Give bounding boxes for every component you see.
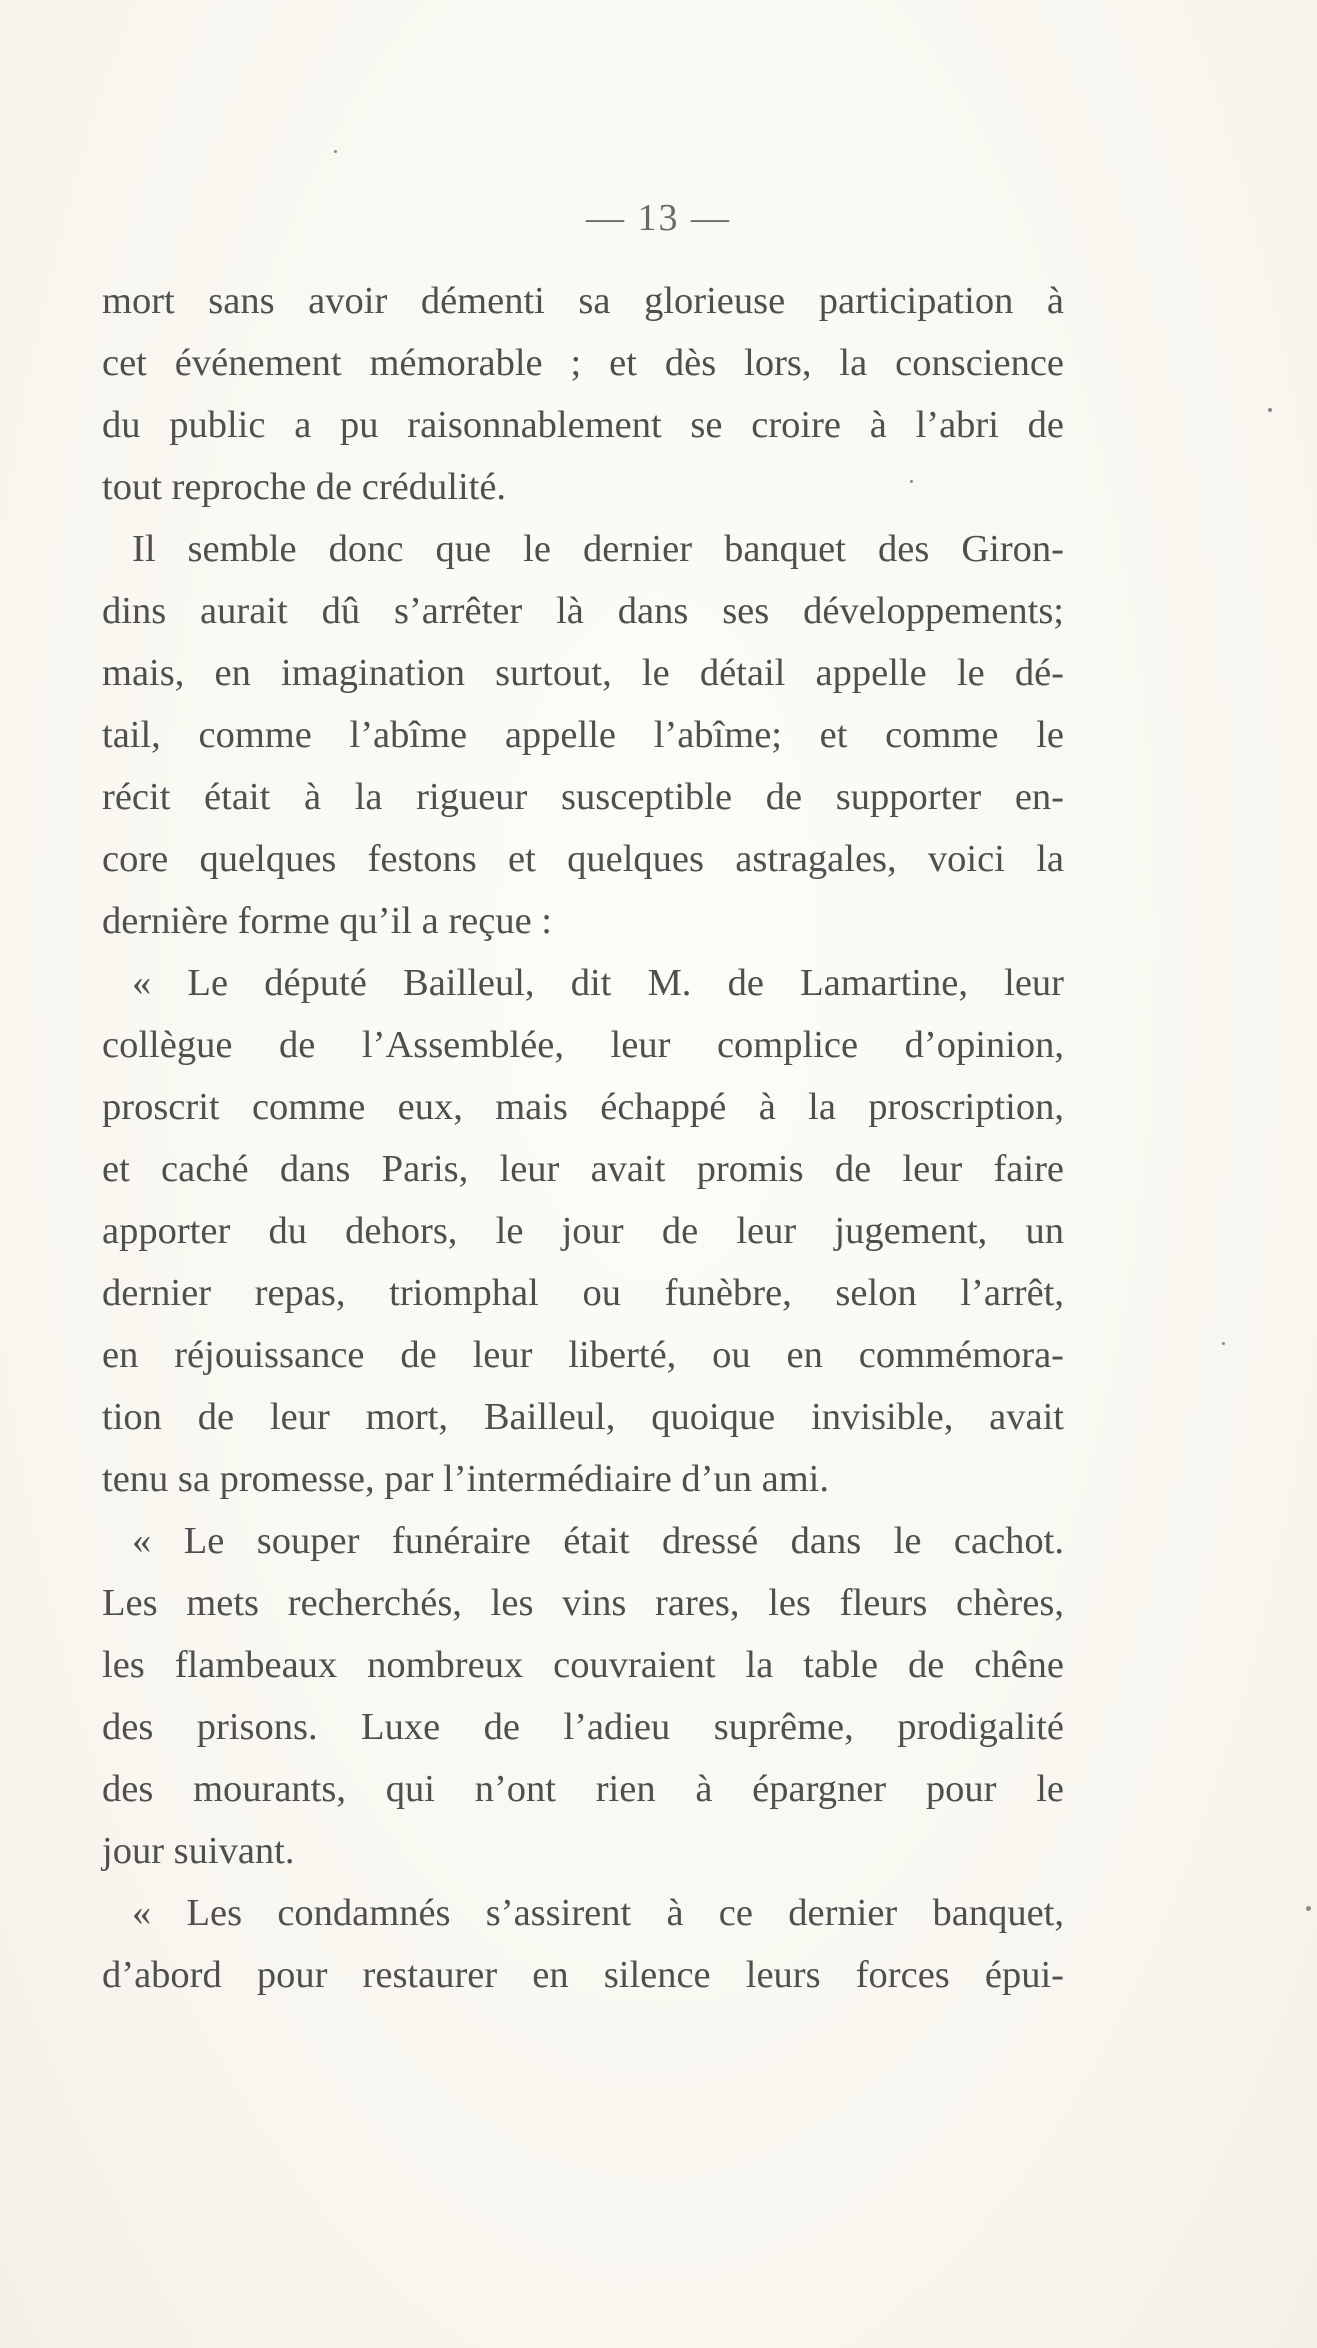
text-line: core quelques festons et quelques astragales, voici la (102, 838, 1064, 880)
text-line: d’abord pour restaurer en silence leurs forces épui- (102, 1954, 1064, 1996)
paper-speck (334, 150, 337, 153)
text-line: jour suivant. (102, 1830, 295, 1872)
body-text (102, 270, 1064, 2006)
text-line: du public a pu raisonnablement se croire à l’abri de (102, 404, 1064, 446)
text-line: « Les condamnés s’assirent à ce dernier banquet, (132, 1892, 1064, 1934)
text-line: tout reproche de crédulité. (102, 466, 507, 508)
paper-speck (910, 480, 913, 483)
text-line: tail, comme l’abîme appelle l’abîme; et comme le (102, 714, 1064, 756)
text-line: dernière forme qu’il a reçue : (102, 900, 552, 942)
paper-speck (1268, 408, 1272, 412)
page-number: — 13 — (586, 197, 731, 239)
paper-speck (1306, 1906, 1311, 1911)
text-line: « Le député Bailleul, dit M. de Lamartine, leur (132, 962, 1064, 1004)
text-line: dernier repas, triomphal ou funèbre, selon l’arrêt, (102, 1272, 1064, 1314)
text-line: les flambeaux nombreux couvraient la table de chêne (102, 1644, 1064, 1686)
text-line: mort sans avoir démenti sa glorieuse participation à (102, 280, 1064, 322)
text-line: proscrit comme eux, mais échappé à la proscription, (102, 1086, 1064, 1128)
text-line: en réjouissance de leur liberté, ou en commémora- (102, 1334, 1064, 1376)
text-line: des prisons. Luxe de l’adieu suprême, prodigalité (102, 1706, 1064, 1748)
text-line: apporter du dehors, le jour de leur jugement, un (102, 1210, 1064, 1252)
text-line: tenu sa promesse, par l’intermédiaire d’un ami. (102, 1458, 829, 1500)
text-line: cet événement mémorable ; et dès lors, la conscience (102, 342, 1064, 384)
text-line: « Le souper funéraire était dressé dans le cachot. (132, 1520, 1064, 1562)
text-line: mais, en imagination surtout, le détail appelle le dé- (102, 652, 1064, 694)
text-line: et caché dans Paris, leur avait promis de leur faire (102, 1148, 1064, 1190)
text-line: tion de leur mort, Bailleul, quoique invisible, avait (102, 1396, 1064, 1438)
paper-speck (1222, 1342, 1225, 1345)
text-line: dins aurait dû s’arrêter là dans ses développements; (102, 590, 1064, 632)
text-line: récit était à la rigueur susceptible de supporter en- (102, 776, 1064, 818)
text-line: Il semble donc que le dernier banquet des Giron- (132, 528, 1064, 570)
text-line: Les mets recherchés, les vins rares, les fleurs chères, (102, 1582, 1064, 1624)
text-line: collègue de l’Assemblée, leur complice d’opinion, (102, 1024, 1064, 1066)
text-line: des mourants, qui n’ont rien à épargner pour le (102, 1768, 1064, 1810)
